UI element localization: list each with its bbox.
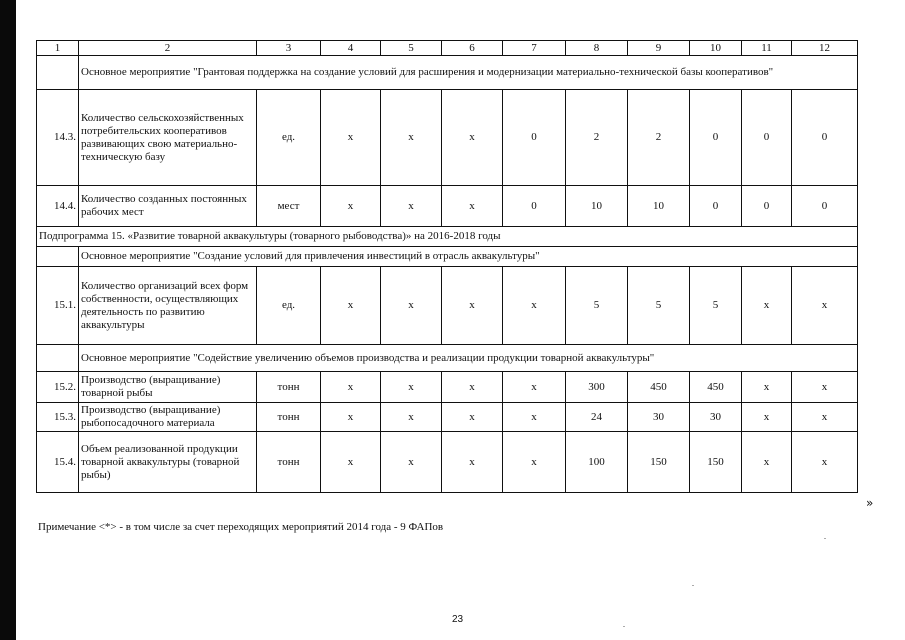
value-cell: x [792,267,858,345]
value-cell: 2 [628,90,690,186]
value-cell: 30 [628,403,690,432]
indicator-name: Количество организаций всех форм собственности, осуществляющих деятельность по развитию аквакультуры [79,267,257,345]
header-cell: 7 [503,41,566,56]
value-cell: x [321,432,381,493]
row-number: 15.2. [37,372,79,403]
value-cell: x [792,403,858,432]
scan-edge-bar [0,0,16,640]
value-cell: 30 [690,403,742,432]
header-cell: 6 [442,41,503,56]
value-cell: 10 [566,186,628,227]
table-row [37,267,858,345]
section-row [37,56,858,90]
value-cell: x [442,186,503,227]
scan-speck [824,538,826,539]
value-cell: x [381,267,442,345]
table-row [37,403,858,432]
value-cell: x [381,90,442,186]
value-cell: 0 [503,186,566,227]
value-cell: 5 [628,267,690,345]
value-cell: x [321,403,381,432]
value-cell: 5 [690,267,742,345]
table-row [37,432,858,493]
header-cell: 8 [566,41,628,56]
value-cell: 10 [628,186,690,227]
value-cell: 0 [690,186,742,227]
value-cell: x [503,432,566,493]
value-cell: 100 [566,432,628,493]
header-cell: 1 [37,41,79,56]
section-num-cell [37,247,79,267]
section-title: Основное мероприятие "Грантовая поддержка на создание условий для расширения и модернизации материально-технической базы кооперативов" [79,56,858,90]
value-cell: x [381,432,442,493]
unit-cell: ед. [257,90,321,186]
value-cell: 0 [503,90,566,186]
header-cell: 10 [690,41,742,56]
indicator-name: Количество сельскохозяйственных потребительских кооперативов развивающих свою материально-техническую базу [79,90,257,186]
subprogram-row [37,227,858,247]
value-cell: 300 [566,372,628,403]
unit-cell: тонн [257,432,321,493]
value-cell: x [381,372,442,403]
value-cell: x [742,372,792,403]
value-cell: 0 [792,186,858,227]
unit-cell: тонн [257,372,321,403]
header-cell: 4 [321,41,381,56]
value-cell: 0 [742,90,792,186]
value-cell: x [381,186,442,227]
section-row [37,247,858,267]
scan-speck [623,626,625,627]
row-number: 15.3. [37,403,79,432]
section-num-cell [37,345,79,372]
unit-cell: ед. [257,267,321,345]
indicator-name: Производство (выращивание) рыбопосадочного материала [79,403,257,432]
unit-cell: мест [257,186,321,227]
scan-speck [692,585,694,586]
value-cell: x [442,267,503,345]
value-cell: 0 [690,90,742,186]
value-cell: x [742,403,792,432]
value-cell: 24 [566,403,628,432]
value-cell: x [321,186,381,227]
value-cell: x [503,372,566,403]
value-cell: x [503,267,566,345]
value-cell: 150 [690,432,742,493]
value-cell: x [742,267,792,345]
section-title: Основное мероприятие "Создание условий для привлечения инвестиций в отрасль аквакультуры" [79,247,858,267]
indicators-table [36,40,858,493]
value-cell: x [442,90,503,186]
value-cell: x [442,403,503,432]
page-number: 23 [452,614,464,625]
table-row [37,90,858,186]
header-cell: 12 [792,41,858,56]
value-cell: x [792,372,858,403]
header-cell: 3 [257,41,321,56]
value-cell: x [321,372,381,403]
indicator-name: Производство (выращивание) товарной рыбы [79,372,257,403]
value-cell: 2 [566,90,628,186]
value-cell: 0 [792,90,858,186]
section-num-cell [37,56,79,90]
row-number: 14.4. [37,186,79,227]
header-cell: 5 [381,41,442,56]
value-cell: x [503,403,566,432]
indicator-name: Объем реализованной продукции товарной аквакультуры (товарной рыбы) [79,432,257,493]
header-cell: 11 [742,41,792,56]
table-row [37,186,858,227]
row-number: 15.4. [37,432,79,493]
unit-cell: тонн [257,403,321,432]
header-row [37,41,858,56]
value-cell: 150 [628,432,690,493]
table-row [37,372,858,403]
value-cell: 0 [742,186,792,227]
value-cell: x [792,432,858,493]
value-cell: x [321,267,381,345]
footnote: Примечание <*> - в том числе за счет переходящих мероприятий 2014 года - 9 ФАПов [38,521,444,533]
continuation-mark: » [866,496,874,510]
indicator-name: Количество созданных постоянных рабочих мест [79,186,257,227]
row-number: 15.1. [37,267,79,345]
value-cell: x [381,403,442,432]
value-cell: 450 [690,372,742,403]
header-cell: 9 [628,41,690,56]
value-cell: x [442,432,503,493]
value-cell: x [442,372,503,403]
value-cell: 450 [628,372,690,403]
subprogram-title: Подпрограмма 15. «Развитие товарной аквакультуры (товарного рыбоводства)» на 2016-2018 годы [37,227,858,247]
value-cell: x [742,432,792,493]
section-title: Основное мероприятие "Содействие увеличению объемов производства и реализации продукции товарной аквакультуры" [79,345,858,372]
section-row [37,345,858,372]
value-cell: x [321,90,381,186]
row-number: 14.3. [37,90,79,186]
value-cell: 5 [566,267,628,345]
header-cell: 2 [79,41,257,56]
